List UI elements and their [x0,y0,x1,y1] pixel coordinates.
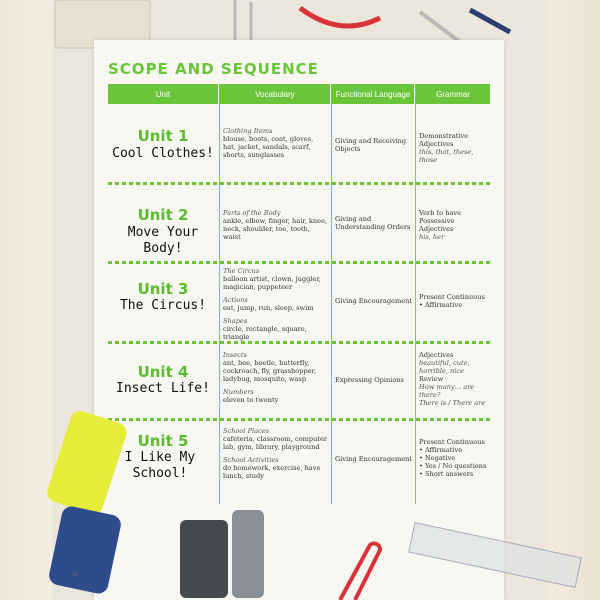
grammar-line: his, her [419,233,445,241]
page-title: SCOPE AND SEQUENCE [108,60,319,78]
row-separator [108,341,490,344]
grammar-cell [419,293,489,309]
unit-number: Unit 3 [137,280,189,298]
grammar-line: Verb to have [419,209,462,217]
functional-language-cell: Giving and Understanding Orders [335,215,411,231]
grammar-cell [419,351,489,407]
stapler-graphic [232,510,264,598]
column-header-unit: Unit [108,84,218,104]
vocab-heading: School Places [223,427,270,435]
functional-language-cell: Giving Encouragement [335,455,413,463]
vocab-words: ankle, elbow, finger, hair, knee, neck, shoulder, toe, tooth, waist [223,217,328,241]
unit-number: Unit 1 [137,127,189,145]
grammar-cell [419,209,489,241]
unit-number: Unit 4 [137,363,189,381]
grammar-line: beautiful, cute, horrible, nice [419,359,470,375]
vocab-words: eat, jump, run, sleep, swim [223,304,314,312]
column-header-grammar: Grammar [416,84,490,104]
grammar-line: Present Continuous [419,438,485,446]
highlighter-yellow-graphic [45,408,130,516]
grammar-line: • Affirmative [419,301,463,309]
vocabulary-cell [223,127,328,159]
vocabulary-cell [223,209,328,241]
column-header-vocabulary: Vocabulary [220,84,330,104]
grammar-cell [419,132,489,164]
unit-name: The Circus! [119,298,207,313]
vocab-words: circle, rectangle, square, triangle [223,325,307,341]
grammar-line: this, that, these, those [419,148,474,164]
row-separator [108,182,490,185]
vocab-words: blouse, boots, coat, gloves, hat, jacket, sandals, scarf, shorts, sunglasses [223,135,314,159]
grammar-line: Demonstrative Adjectives [419,132,469,148]
functional-language-cell: Giving and Receiving Objects [335,137,407,153]
grammar-line: • Yes / No questions [419,462,487,470]
grammar-line: • Short answers [419,470,474,478]
page-number: iv [72,569,78,578]
vocab-words: cafeteria, classroom, computer lab, gym, library, playground [223,435,328,451]
unit-name: I Like My School! [124,450,196,481]
unit-number: Unit 2 [137,206,189,224]
row-separator [108,261,490,264]
ruler-graphic [409,523,582,588]
grammar-line: Review [419,375,444,383]
vocab-words: do homework, exercise, have lunch, study [223,464,321,480]
vocab-heading: Insects [223,351,247,359]
unit-name: Move Your Body! [127,225,199,256]
paper-clip-graphic [470,10,510,32]
vocabulary-cell [223,267,328,341]
grammar-line: There is / There are [419,399,486,407]
grammar-line: Possessive Adjectives [419,217,455,233]
unit-name: Cool Clothes! [112,146,214,161]
vocab-heading: Shapes [223,317,248,325]
paper-clip-graphic [420,12,460,42]
vocab-heading: The Circus [223,267,260,275]
paper-clip-graphic [300,8,380,26]
vocab-words: balloon artist, clown, juggler, magician, puppeteer [223,275,321,291]
grammar-line: • Negative [419,454,456,462]
column-header-functional-language: Functional Language [332,84,414,104]
highlighter-and-stapler-graphic [0,400,600,600]
vocab-heading: Clothing Items [223,127,273,135]
vocab-heading: School Activities [223,456,279,464]
unit-number: Unit 5 [137,432,189,450]
highlighter-blue-graphic [47,505,122,596]
paper-clip-graphic [340,543,380,600]
unit-name: Insect Life! [116,381,210,396]
stapler-graphic [180,520,228,598]
grammar-line: Present Continuous [419,293,485,301]
vocab-heading: Numbers [223,388,254,396]
grammar-line: How many… are there? [419,383,475,399]
vocab-words: eleven to twenty [223,396,279,404]
grammar-line: Adjectives [419,351,454,359]
grammar-line: • Affirmative [419,446,463,454]
vocab-words: ant, bee, beetle, butterfly, cockroach, fly, grasshopper, ladybug, mosquito, wasp [223,359,317,383]
vocabulary-cell [223,351,328,404]
vocab-heading: Actions [223,296,248,304]
functional-language-cell: Expressing Opinions [335,376,404,384]
vocab-heading: Parts of the Body [223,209,281,217]
functional-language-cell: Giving Encouragement [335,297,413,305]
